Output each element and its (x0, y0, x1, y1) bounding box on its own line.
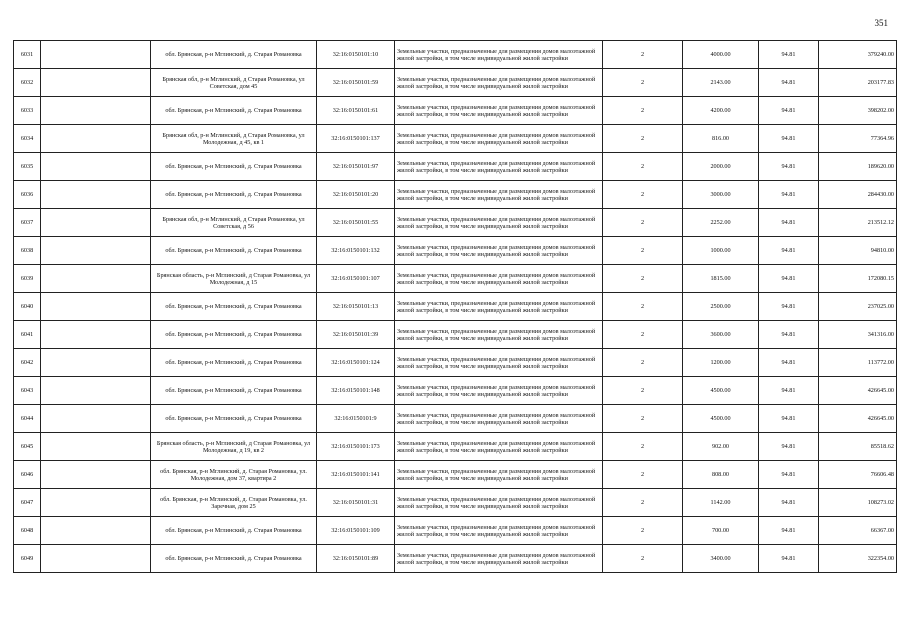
table-row (14, 181, 897, 209)
area-cell: 2252.00 (683, 209, 759, 237)
area-cell: 700.00 (683, 517, 759, 545)
cadastral-number-cell: 32:16:0150101:132 (317, 237, 395, 265)
cadastral-value-cell: 77364.96 (819, 125, 897, 153)
cadastral-number-cell: 32:16:0150101:55 (317, 209, 395, 237)
land-use-category-cell: Земельные участки, предназначенные для размещения домов малоэтажной жилой застройки, в том числе индивидуальной жилой застройки (395, 265, 603, 293)
group-cell: 2 (603, 209, 683, 237)
area-cell: 3400.00 (683, 545, 759, 573)
spacer-cell (41, 489, 151, 517)
cadastral-number-cell: 32:16:0150101:173 (317, 433, 395, 461)
land-use-category-cell: Земельные участки, предназначенные для размещения домов малоэтажной жилой застройки, в том числе индивидуальной жилой застройки (395, 461, 603, 489)
spacer-cell (41, 349, 151, 377)
area-cell: 1815.00 (683, 265, 759, 293)
row-number-cell: 6040 (14, 293, 41, 321)
row-number-cell: 6041 (14, 321, 41, 349)
cadastral-value-cell: 76606.48 (819, 461, 897, 489)
table-row (14, 517, 897, 545)
address-cell: Брянская область, р-н Мглинский, д Старая Романовка, ул Молодежная, д 19, кв 2 (151, 433, 317, 461)
land-use-category-cell: Земельные участки, предназначенные для размещения домов малоэтажной жилой застройки, в том числе индивидуальной жилой застройки (395, 125, 603, 153)
address-cell: обл. Брянская, р-н Мглинский, д. Старая Романовка (151, 349, 317, 377)
row-number-cell: 6039 (14, 265, 41, 293)
cadastral-value-cell: 203177.83 (819, 69, 897, 97)
area-cell: 3600.00 (683, 321, 759, 349)
land-use-category-cell: Земельные участки, предназначенные для размещения домов малоэтажной жилой застройки, в том числе индивидуальной жилой застройки (395, 237, 603, 265)
area-cell: 1142.00 (683, 489, 759, 517)
address-cell: Брянская область, р-н Мглинский, д Старая Романовка, ул Молодежная, д 15 (151, 265, 317, 293)
group-cell: 2 (603, 97, 683, 125)
address-cell: Брянская обл, р-н Мглинский, д Старая Романовка, ул Молодежная, д 45, кв 1 (151, 125, 317, 153)
land-use-category-cell: Земельные участки, предназначенные для размещения домов малоэтажной жилой застройки, в том числе индивидуальной жилой застройки (395, 377, 603, 405)
row-number-cell: 6031 (14, 41, 41, 69)
table-row (14, 237, 897, 265)
specific-value-cell: 94.81 (759, 265, 819, 293)
specific-value-cell: 94.81 (759, 181, 819, 209)
specific-value-cell: 94.81 (759, 405, 819, 433)
table-row (14, 461, 897, 489)
cadastral-number-cell: 32:16:0150101:39 (317, 321, 395, 349)
cadastral-number-cell: 32:16:0150101:20 (317, 181, 395, 209)
spacer-cell (41, 97, 151, 125)
land-use-category-cell: Земельные участки, предназначенные для размещения домов малоэтажной жилой застройки, в том числе индивидуальной жилой застройки (395, 97, 603, 125)
land-use-category-cell: Земельные участки, предназначенные для размещения домов малоэтажной жилой застройки, в том числе индивидуальной жилой застройки (395, 69, 603, 97)
specific-value-cell: 94.81 (759, 293, 819, 321)
spacer-cell (41, 125, 151, 153)
area-cell: 3000.00 (683, 181, 759, 209)
cadastral-number-cell: 32:16:0150101:97 (317, 153, 395, 181)
table-row (14, 265, 897, 293)
cadastral-number-cell: 32:16:0150101:13 (317, 293, 395, 321)
group-cell: 2 (603, 517, 683, 545)
cadastral-value-cell: 113772.00 (819, 349, 897, 377)
cadastral-value-cell: 237025.00 (819, 293, 897, 321)
group-cell: 2 (603, 69, 683, 97)
row-number-cell: 6035 (14, 153, 41, 181)
group-cell: 2 (603, 377, 683, 405)
row-number-cell: 6032 (14, 69, 41, 97)
specific-value-cell: 94.81 (759, 433, 819, 461)
group-cell: 2 (603, 321, 683, 349)
specific-value-cell: 94.81 (759, 545, 819, 573)
spacer-cell (41, 433, 151, 461)
cadastral-number-cell: 32:16:0150101:137 (317, 125, 395, 153)
table-row (14, 41, 897, 69)
cadastral-value-cell: 189620.00 (819, 153, 897, 181)
table-row (14, 489, 897, 517)
spacer-cell (41, 377, 151, 405)
address-cell: обл. Брянская, р-н Мглинский, д. Старая Романовка (151, 97, 317, 125)
land-use-category-cell: Земельные участки, предназначенные для размещения домов малоэтажной жилой застройки, в том числе индивидуальной жилой застройки (395, 489, 603, 517)
address-cell: обл. Брянская, р-н Мглинский, д. Старая Романовка (151, 517, 317, 545)
cadastral-value-cell: 94810.00 (819, 237, 897, 265)
group-cell: 2 (603, 545, 683, 573)
page-number: 351 (874, 18, 888, 28)
address-cell: обл. Брянская, р-н Мглинский, д. Старая Романовка, ул. Заречная, дом 25 (151, 489, 317, 517)
group-cell: 2 (603, 461, 683, 489)
land-use-category-cell: Земельные участки, предназначенные для размещения домов малоэтажной жилой застройки, в том числе индивидуальной жилой застройки (395, 153, 603, 181)
land-use-category-cell: Земельные участки, предназначенные для размещения домов малоэтажной жилой застройки, в том числе индивидуальной жилой застройки (395, 321, 603, 349)
cadastral-value-cell: 398202.00 (819, 97, 897, 125)
row-number-cell: 6043 (14, 377, 41, 405)
area-cell: 816.00 (683, 125, 759, 153)
table-row (14, 209, 897, 237)
cadastral-number-cell: 32:16:0150101:10 (317, 41, 395, 69)
address-cell: Брянская обл, р-н Мглинский, д Старая Романовка, ул Советская, дом 45 (151, 69, 317, 97)
address-cell: обл. Брянская, р-н Мглинский, д. Старая Романовка (151, 153, 317, 181)
row-number-cell: 6042 (14, 349, 41, 377)
row-number-cell: 6033 (14, 97, 41, 125)
cadastral-value-cell: 85518.62 (819, 433, 897, 461)
land-use-category-cell: Земельные участки, предназначенные для размещения домов малоэтажной жилой застройки, в том числе индивидуальной жилой застройки (395, 349, 603, 377)
area-cell: 2500.00 (683, 293, 759, 321)
cadastral-value-table (13, 40, 897, 573)
row-number-cell: 6049 (14, 545, 41, 573)
area-cell: 4500.00 (683, 405, 759, 433)
cadastral-value-cell: 379240.00 (819, 41, 897, 69)
address-cell: обл. Брянская, р-н Мглинский, д. Старая Романовка (151, 545, 317, 573)
spacer-cell (41, 153, 151, 181)
cadastral-value-cell: 66367.00 (819, 517, 897, 545)
land-use-category-cell: Земельные участки, предназначенные для размещения домов малоэтажной жилой застройки, в том числе индивидуальной жилой застройки (395, 517, 603, 545)
address-cell: обл. Брянская, р-н Мглинский, д. Старая Романовка (151, 293, 317, 321)
specific-value-cell: 94.81 (759, 321, 819, 349)
row-number-cell: 6034 (14, 125, 41, 153)
spacer-cell (41, 69, 151, 97)
row-number-cell: 6045 (14, 433, 41, 461)
specific-value-cell: 94.81 (759, 69, 819, 97)
cadastral-number-cell: 32:16:0150101:109 (317, 517, 395, 545)
area-cell: 4000.00 (683, 41, 759, 69)
table-row (14, 433, 897, 461)
group-cell: 2 (603, 293, 683, 321)
spacer-cell (41, 237, 151, 265)
table-row (14, 125, 897, 153)
specific-value-cell: 94.81 (759, 237, 819, 265)
row-number-cell: 6046 (14, 461, 41, 489)
cadastral-number-cell: 32:16:0150101:61 (317, 97, 395, 125)
cadastral-number-cell: 32:16:0150101:148 (317, 377, 395, 405)
cadastral-value-cell: 426645.00 (819, 377, 897, 405)
table-row (14, 349, 897, 377)
group-cell: 2 (603, 489, 683, 517)
spacer-cell (41, 405, 151, 433)
land-use-category-cell: Земельные участки, предназначенные для размещения домов малоэтажной жилой застройки, в том числе индивидуальной жилой застройки (395, 405, 603, 433)
spacer-cell (41, 41, 151, 69)
spacer-cell (41, 517, 151, 545)
cadastral-value-cell: 341316.00 (819, 321, 897, 349)
row-number-cell: 6036 (14, 181, 41, 209)
land-use-category-cell: Земельные участки, предназначенные для размещения домов малоэтажной жилой застройки, в том числе индивидуальной жилой застройки (395, 433, 603, 461)
address-cell: обл. Брянская, р-н Мглинский, д. Старая Романовка, ул. Молодежная, дом 37, квартира 2 (151, 461, 317, 489)
address-cell: обл. Брянская, р-н Мглинский, д. Старая Романовка (151, 181, 317, 209)
address-cell: обл. Брянская, р-н Мглинский, д. Старая Романовка (151, 321, 317, 349)
table-row (14, 97, 897, 125)
group-cell: 2 (603, 125, 683, 153)
row-number-cell: 6044 (14, 405, 41, 433)
land-use-category-cell: Земельные участки, предназначенные для размещения домов малоэтажной жилой застройки, в том числе индивидуальной жилой застройки (395, 181, 603, 209)
cadastral-number-cell: 32:16:0150101:31 (317, 489, 395, 517)
specific-value-cell: 94.81 (759, 377, 819, 405)
area-cell: 4200.00 (683, 97, 759, 125)
address-cell: обл. Брянская, р-н Мглинский, д. Старая Романовка (151, 377, 317, 405)
cadastral-number-cell: 32:16:0150101:59 (317, 69, 395, 97)
land-use-category-cell: Земельные участки, предназначенные для размещения домов малоэтажной жилой застройки, в том числе индивидуальной жилой застройки (395, 41, 603, 69)
spacer-cell (41, 461, 151, 489)
specific-value-cell: 94.81 (759, 461, 819, 489)
cadastral-value-cell: 172080.15 (819, 265, 897, 293)
area-cell: 1000.00 (683, 237, 759, 265)
area-cell: 902.00 (683, 433, 759, 461)
cadastral-number-cell: 32:16:0150101:107 (317, 265, 395, 293)
specific-value-cell: 94.81 (759, 489, 819, 517)
row-number-cell: 6038 (14, 237, 41, 265)
cadastral-value-cell: 284430.00 (819, 181, 897, 209)
spacer-cell (41, 209, 151, 237)
address-cell: Брянская обл, р-н Мглинский, д Старая Романовка, ул Советская, д 56 (151, 209, 317, 237)
table-row (14, 405, 897, 433)
land-use-category-cell: Земельные участки, предназначенные для размещения домов малоэтажной жилой застройки, в том числе индивидуальной жилой застройки (395, 209, 603, 237)
group-cell: 2 (603, 405, 683, 433)
address-cell: обл. Брянская, р-н Мглинский, д. Старая Романовка (151, 237, 317, 265)
group-cell: 2 (603, 41, 683, 69)
group-cell: 2 (603, 237, 683, 265)
table-row (14, 69, 897, 97)
cadastral-number-cell: 32:16:0150101:141 (317, 461, 395, 489)
cadastral-number-cell: 32:16:0150101:9 (317, 405, 395, 433)
specific-value-cell: 94.81 (759, 97, 819, 125)
group-cell: 2 (603, 265, 683, 293)
specific-value-cell: 94.81 (759, 209, 819, 237)
area-cell: 1200.00 (683, 349, 759, 377)
specific-value-cell: 94.81 (759, 125, 819, 153)
specific-value-cell: 94.81 (759, 41, 819, 69)
address-cell: обл. Брянская, р-н Мглинский, д. Старая Романовка (151, 41, 317, 69)
group-cell: 2 (603, 181, 683, 209)
spacer-cell (41, 293, 151, 321)
cadastral-value-cell: 426645.00 (819, 405, 897, 433)
cadastral-value-cell: 322354.00 (819, 545, 897, 573)
row-number-cell: 6047 (14, 489, 41, 517)
row-number-cell: 6048 (14, 517, 41, 545)
cadastral-number-cell: 32:16:0150101:89 (317, 545, 395, 573)
land-use-category-cell: Земельные участки, предназначенные для размещения домов малоэтажной жилой застройки, в том числе индивидуальной жилой застройки (395, 293, 603, 321)
table-row (14, 377, 897, 405)
specific-value-cell: 94.81 (759, 153, 819, 181)
cadastral-value-cell: 108273.02 (819, 489, 897, 517)
spacer-cell (41, 181, 151, 209)
row-number-cell: 6037 (14, 209, 41, 237)
cadastral-number-cell: 32:16:0150101:124 (317, 349, 395, 377)
land-use-category-cell: Земельные участки, предназначенные для размещения домов малоэтажной жилой застройки, в том числе индивидуальной жилой застройки (395, 545, 603, 573)
specific-value-cell: 94.81 (759, 517, 819, 545)
group-cell: 2 (603, 433, 683, 461)
area-cell: 808.00 (683, 461, 759, 489)
table-row (14, 321, 897, 349)
spacer-cell (41, 265, 151, 293)
cadastral-value-cell: 213512.12 (819, 209, 897, 237)
area-cell: 2143.00 (683, 69, 759, 97)
table-row (14, 153, 897, 181)
area-cell: 2000.00 (683, 153, 759, 181)
spacer-cell (41, 321, 151, 349)
area-cell: 4500.00 (683, 377, 759, 405)
group-cell: 2 (603, 153, 683, 181)
spacer-cell (41, 545, 151, 573)
specific-value-cell: 94.81 (759, 349, 819, 377)
group-cell: 2 (603, 349, 683, 377)
table-row (14, 293, 897, 321)
table-row (14, 545, 897, 573)
address-cell: обл. Брянская, р-н Мглинский, д. Старая Романовка (151, 405, 317, 433)
